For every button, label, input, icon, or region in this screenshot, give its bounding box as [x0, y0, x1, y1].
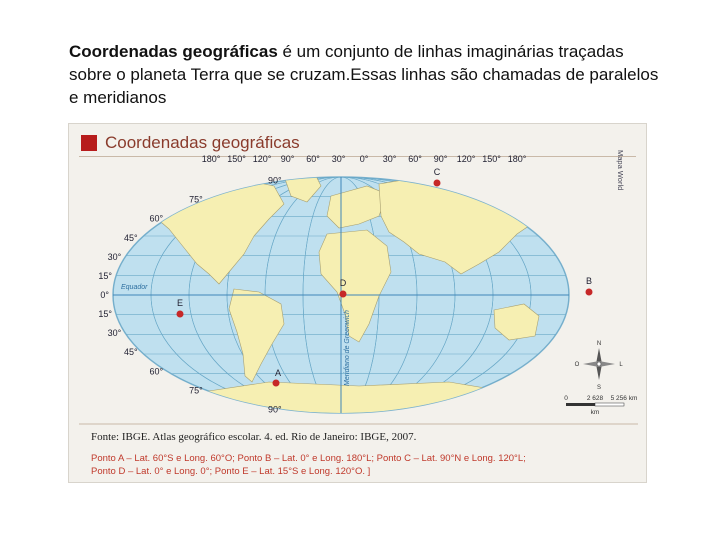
point-marker-C [434, 180, 441, 187]
latitude-label: 15° [98, 270, 112, 281]
longitude-label: 150° [482, 154, 501, 164]
point-marker-A [273, 380, 280, 387]
longitude-label: 90° [433, 154, 448, 164]
longitude-label: 120° [456, 154, 476, 164]
compass-e: L [619, 362, 623, 368]
longitude-labels [202, 154, 527, 164]
latitude-label: 90° [267, 175, 282, 186]
scale-bar [564, 395, 637, 416]
point-label-D: D [339, 278, 347, 288]
latitude-label: 30° [107, 328, 122, 339]
compass-s: S [596, 385, 602, 391]
figure-title: Coordenadas geográficas [105, 133, 300, 152]
latitude-label: 75° [189, 194, 203, 205]
greenwich-label: Meridiano de Greenwich [344, 310, 351, 386]
point-label-B: B [585, 276, 593, 286]
equator-label: Equador [121, 284, 148, 291]
latitude-label: 15° [98, 309, 112, 320]
point-marker-D [340, 291, 347, 298]
antarctica [189, 382, 509, 424]
point-label-C: C [433, 167, 441, 177]
intro-paragraph [69, 40, 669, 109]
point-C [434, 167, 441, 187]
intro-bold-term: Coordenadas geográficas [69, 42, 278, 61]
longitude-label: 60° [408, 154, 422, 164]
world-map [69, 124, 648, 484]
scale-tick-0: 0 [564, 395, 568, 402]
latitude-label: 45° [123, 232, 138, 243]
scale-bar-light [595, 403, 624, 406]
longitude-label: 120° [252, 154, 272, 164]
latitude-label: 0° [100, 290, 109, 300]
latitude-label: 60° [149, 366, 164, 377]
latitude-label: 90° [267, 404, 282, 415]
compass-n: N [596, 341, 602, 347]
point-B [586, 276, 593, 296]
longitude-label: 60° [306, 154, 320, 164]
latitude-label: 60° [149, 213, 164, 224]
scale-unit: km [590, 409, 600, 416]
scale-bar-dark [566, 403, 595, 406]
longitude-label: 30° [382, 154, 397, 164]
scale-tick-1: 2 628 [586, 395, 604, 402]
point-D [340, 278, 347, 298]
compass-rose-icon [575, 341, 624, 391]
map-figure [68, 123, 647, 483]
latitude-label: 30° [107, 251, 122, 262]
longitude-label: 150° [227, 154, 246, 164]
points-legend [91, 452, 526, 478]
compass-w: O [574, 362, 580, 368]
latitude-label: 45° [123, 347, 138, 358]
longitude-label: 180° [507, 154, 527, 164]
longitude-label: 30° [331, 154, 346, 164]
longitude-label: 90° [280, 154, 295, 164]
intro-text: é um conjunto de linhas imaginárias traçadas sobre o planeta Terra que se cruzam.Essas linhas são chamadas de paralelos e meridianos [69, 42, 659, 107]
point-marker-B [586, 289, 593, 296]
scale-tick-2: 5 256 km [610, 395, 638, 402]
longitude-label: 180° [201, 154, 221, 164]
point-marker-E [177, 311, 184, 318]
source-citation: Fonte: IBGE. Atlas geográfico escolar. 4. ed. Rio de Janeiro: IBGE, 2007. [91, 431, 417, 443]
points-legend-line-1: Ponto A – Lat. 60°S e Long. 60°O; Ponto B – Lat. 0° e Long. 180°L; Ponto C – Lat. 90°N e Long. 120°L; [91, 453, 526, 464]
point-label-E: E [176, 298, 184, 308]
latitude-label: 75° [189, 385, 203, 396]
side-label: Mapa World [616, 150, 625, 191]
longitude-label: 0° [359, 154, 369, 164]
point-label-A: A [274, 368, 282, 378]
point-E [177, 298, 184, 318]
points-legend-line-2: Ponto D – Lat. 0° e Long. 0°; Ponto E – Lat. 15°S e Long. 120°O. ] [91, 466, 371, 477]
